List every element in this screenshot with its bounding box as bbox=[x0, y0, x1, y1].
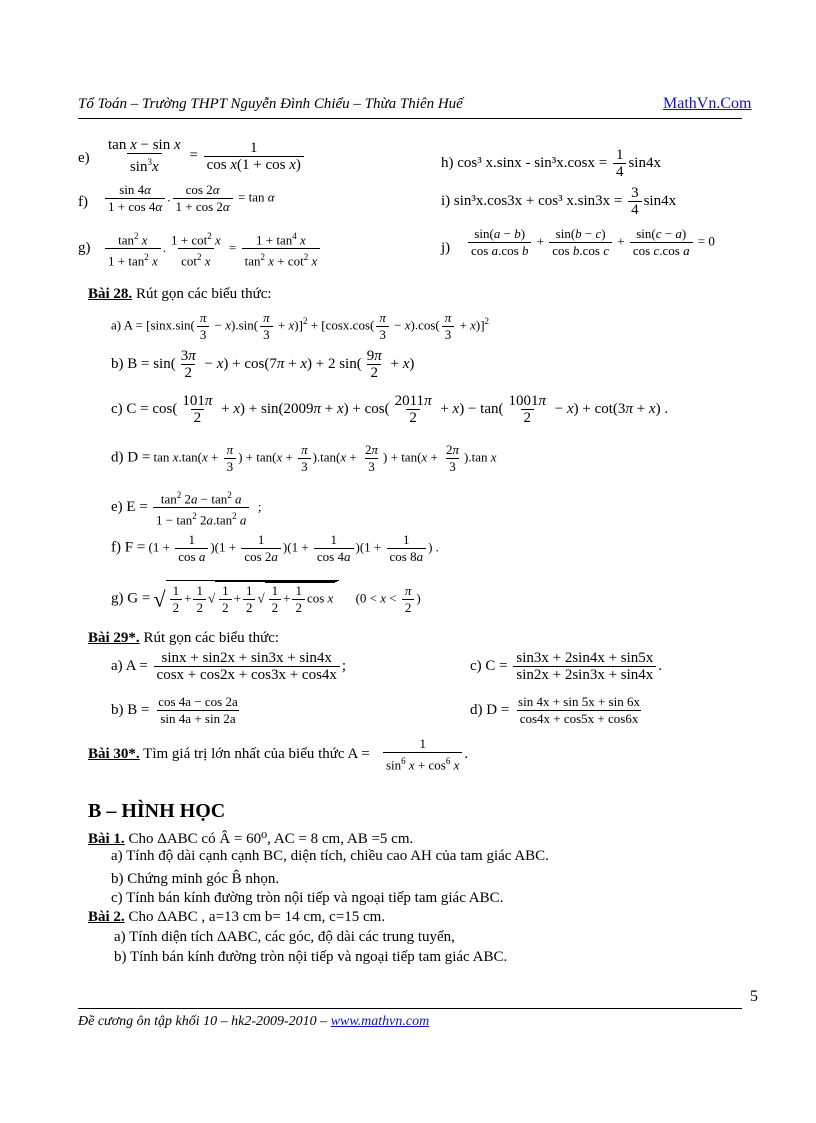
bai28-intro: Rút gọn các biểu thức: bbox=[132, 286, 272, 302]
bai29-b bbox=[111, 694, 243, 727]
eq-e-label: e) bbox=[78, 150, 90, 166]
bai28-f: f) F = (1 + $\frac{1}{\text{cos a}}$ )(1 + $\frac{1}{\cos 2a}$ )(1 + $\frac{1}{\cos 4a}$ )(1 + $\frac{1}{\cos 8a}$ ) . bbox=[111, 532, 439, 564]
eq-h-lhs: h) cos³ x.sinx - sin³x.cosx = bbox=[441, 154, 608, 171]
bai30-text: Tìm giá trị lớn nhất của biểu thức A = bbox=[139, 746, 370, 763]
bai28-heading bbox=[88, 286, 272, 303]
bai29-a-den: cosx + cos2x + cos3x + cos4x bbox=[154, 666, 340, 683]
bai28-a: a) A = [sinx.sin( $\frac{\pi}{3}$ − x).sin( $\frac{\pi}{3}$ + x)]$^2$ + [cosx.cos( $\frac{\pi}{3}$ − x).cos( $\frac{\pi}{3}$ + x)]$^2$ bbox=[111, 310, 490, 342]
bai2-item: b) Tính bán kính đường tròn nội tiếp và ngoại tiếp tam giác ABC. bbox=[114, 949, 508, 965]
bai28-d-label: d) D = bbox=[111, 449, 151, 466]
bai30: Bài 30*. Tìm giá trị lớn nhất của biểu thức A = $\frac{1}{\sin^6 x + \cos^6 x}$ . bbox=[88, 736, 469, 773]
bai1-item: a) Tính độ dài cạnh cạnh BC, diện tích, chiều cao AH của tam giác ABC. bbox=[111, 848, 549, 864]
eq-g-label: g) bbox=[78, 240, 91, 256]
bai29-intro: Rút gọn các biểu thức: bbox=[139, 630, 280, 646]
section-b-title: B – HÌNH HỌC bbox=[88, 800, 226, 822]
bai28-c-label: c) C = bbox=[111, 400, 149, 417]
bai2-item: a) Tính diện tích ΔABC, các góc, độ dài các trung tuyến, bbox=[114, 929, 455, 945]
bai28-g-label: g) G = bbox=[111, 590, 151, 607]
eq-f-label: f) bbox=[78, 194, 88, 210]
page-number: 5 bbox=[750, 988, 758, 1005]
eq-j: $\frac{\sin(a - b)}{\text{cos a.cos b}}$ + $\frac{\sin(b - c)}{\text{cos b.cos c}}$ + $\frac{\sin(c - a)}{\text{cos c.cos a}}$ = 0 bbox=[466, 226, 715, 259]
bai29-c-label: c) C = bbox=[470, 657, 508, 674]
bai29-b-label: b) B = bbox=[111, 701, 150, 718]
bai29-c-den: sin2x + 2sin3x + sin4x bbox=[513, 666, 656, 683]
eq-e: $\frac{\text{tan x − sin x}}{\sin^3x}$ = $\frac{1}{\text{cos x(1 + cos x)}}$ bbox=[103, 137, 306, 175]
bai2-text: Cho ΔABC , a=13 cm b= 14 cm, c=15 cm. bbox=[124, 909, 386, 925]
bai29-a-num: sinx + sin2x + sin3x + sin4x bbox=[161, 650, 332, 666]
eq-i-lhs: i) sin³x.cos3x + cos³ x.sin3x = bbox=[441, 192, 623, 209]
bai29-c: c) C = $\frac{\sin 3x + 2\sin 4x + \sin 5x}{\sin 2x + 2\sin 3x + \sin 4x}$ . bbox=[470, 650, 663, 683]
bai28-d: d) D = tan x.tan(x + $\frac{\pi}{3}$ ) + tan(x + $\frac{\pi}{3}$ ).tan(x + $\frac{2\pi}{3}$ ) + tan(x + $\frac{2\pi}{3}$ ).tan x bbox=[111, 442, 497, 474]
bai28-b-label: b) B = bbox=[111, 355, 150, 372]
bai29-b-num: cos 4a − cos 2a bbox=[158, 694, 238, 709]
bai29-b-den: sin 4a + sin 2a bbox=[157, 710, 238, 727]
bai28-title: Bài 28. bbox=[88, 286, 133, 302]
bai28-f-label: f) F = bbox=[111, 539, 146, 556]
header-rule bbox=[78, 118, 742, 119]
bai1-text: Cho ΔABC có Â = 60⁰, AC = 8 cm, AB =5 cm. bbox=[124, 831, 414, 847]
bai29-d bbox=[470, 694, 645, 727]
bai28-e: e) E = $\frac{\tan^2 2a - \tan^2 a}{1 - \tan^2 2a.\tan^2 a}$ ; bbox=[111, 490, 262, 528]
bai1-title: Bài 1. bbox=[88, 831, 125, 847]
footer-text bbox=[78, 1014, 429, 1030]
footer-label: Đề cương ôn tập khối 10 – hk2-2009-2010 – bbox=[78, 1014, 331, 1029]
bai29-heading bbox=[88, 630, 279, 647]
bai28-g: g) G = √ $\frac{1}{2}$ + $\frac{1}{2}$ √ $\frac{1}{2}$ + $\frac{1}{2}$ √ $\frac{1}{2}$ + $\frac{1}{2}$ cos x (0 < x < $\frac{\pi}{2}$ ) bbox=[111, 580, 421, 616]
bai30-title: Bài 30*. bbox=[88, 746, 140, 763]
bai1-heading bbox=[88, 829, 413, 848]
bai29-d-num: sin 4x + sin 5x + sin 6x bbox=[518, 694, 640, 709]
header-site-link[interactable]: MathVn.Com bbox=[663, 95, 752, 112]
bai29-c-num: sin3x + 2sin4x + sin5x bbox=[516, 650, 654, 666]
footer-rule bbox=[78, 1008, 742, 1009]
eq-i: i) sin³x.cos3x + cos³ x.sin3x = $\frac{3}{4}$ sin4x bbox=[441, 185, 677, 218]
bai28-c: c) C = cos( $\frac{101\pi}{2}$ + x) + sin(2009π + x) + cos( $\frac{2011\pi}{2}$ + x) − tan( $\frac{1001\pi}{2}$ − x) + cot(3π + x) . bbox=[111, 393, 669, 426]
bai29-d-den: cos4x + cos5x + cos6x bbox=[517, 710, 642, 727]
eq-h: h) cos³ x.sinx - sin³x.cosx = $\frac{1}{4}$ sin4x bbox=[441, 147, 661, 180]
bai29-a: a) A = $\frac{\sin x + \sin 2x + \sin 3x + \sin 4x}{\cos x + \cos 2x + \cos 3x + \cos 4x}$ ; bbox=[111, 650, 347, 683]
bai29-d-label: d) D = bbox=[470, 701, 510, 718]
bai29-a-label: a) A = bbox=[111, 657, 148, 674]
bai2-title: Bài 2. bbox=[88, 909, 125, 925]
bai28-e-label: e) E = bbox=[111, 498, 148, 515]
bai28-a-label: a) A = [sinx.sin( bbox=[111, 317, 195, 333]
bai2-heading bbox=[88, 909, 385, 926]
bai29-title: Bài 29*. bbox=[88, 630, 140, 646]
bai28-b: b) B = sin( $\frac{3\pi}{2}$ − x) + cos(7π + x) + 2 sin( $\frac{9\pi}{2}$ + x) bbox=[111, 348, 415, 381]
bai1-item: c) Tính bán kính đường tròn nội tiếp và ngoại tiếp tam giác ABC. bbox=[111, 890, 504, 906]
eq-j-label: j) bbox=[441, 240, 451, 256]
bai1-item: b) Chứng minh góc B̂ nhọn. bbox=[111, 871, 280, 887]
header-title: Tổ Toán – Trường THPT Nguyễn Đình Chiểu – Thừa Thiên Huế bbox=[78, 96, 463, 112]
eq-f: $\frac{\sin 4\alpha}{1 + \cos 4\alpha}$ . $\frac{\cos 2\alpha}{1 + \cos 2\alpha}$ = tan α bbox=[103, 182, 275, 215]
eq-i-rhs: sin4x bbox=[643, 192, 677, 209]
eq-h-rhs: sin4x bbox=[628, 154, 661, 171]
eq-g: $\frac{\tan^2 x}{1 + \tan^2 x}$ . $\frac{1 + \cot^2 x}{\cot^2 x}$ = $\frac{1 + \tan^4 x}{\tan^2 x + \cot^2 x}$ bbox=[103, 228, 322, 270]
footer-link[interactable]: www.mathvn.com bbox=[330, 1014, 430, 1029]
